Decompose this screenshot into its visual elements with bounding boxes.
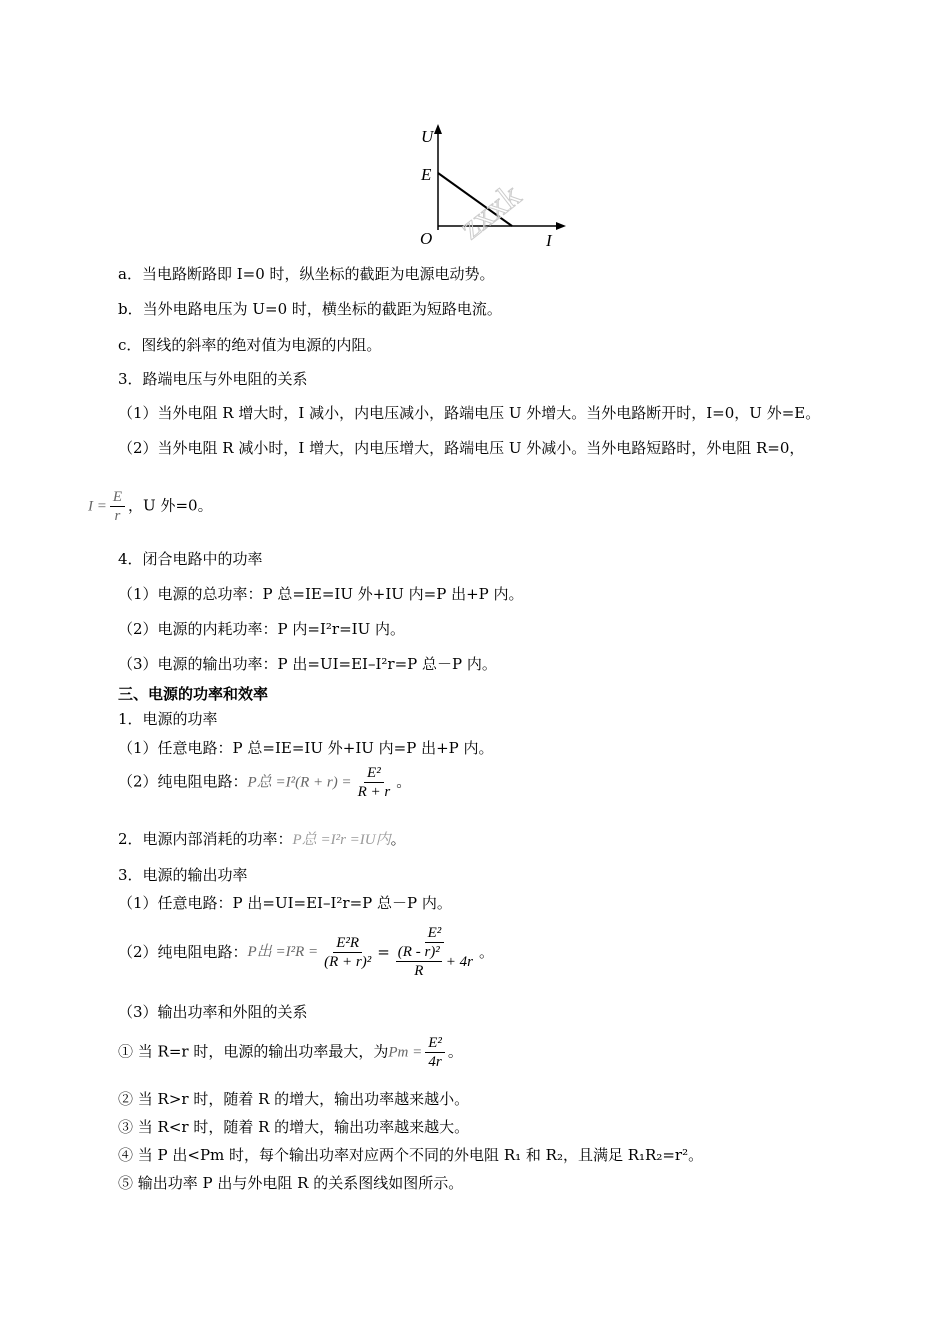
f3-den2 [393, 943, 476, 980]
power-3-2 [118, 924, 494, 980]
section-3-1: （1）当外电阻 R 增大时，I 减小，内电压减小，路端电压 U 外增大。当外电路断开时，I=0，U 外=E。 [118, 404, 821, 422]
line-a: a．当电路断路即 I=0 时，纵坐标的截距为电源电动势。 [118, 265, 495, 283]
f3-den2b: R [414, 963, 424, 979]
condition-4: ④ 当 P 出<Pm 时，每个输出功率对应两个不同的外电阻 R₁ 和 R₂，且满足 R₁R₂=r²。 [118, 1146, 704, 1164]
power-2-label: 2．电源内部消耗的功率： [118, 830, 293, 848]
f1-den: R + r [357, 784, 391, 800]
f3-period: 。 [479, 943, 495, 961]
origin-label: O [420, 229, 433, 248]
short-circuit-line [88, 488, 213, 525]
f1-fraction [355, 764, 394, 801]
x-axis-arrow [556, 222, 566, 230]
f3-den2c: + 4r [445, 953, 473, 970]
power-1-2-label: （2）纯电阻电路： [118, 772, 248, 791]
section-4-1: （1）电源的总功率：P 总=IE=IU 外+IU 内=P 出+P 内。 [118, 585, 524, 603]
short-i: I = [88, 498, 107, 515]
y-axis-label: U [421, 127, 434, 146]
f2-period: 。 [390, 830, 406, 848]
power-1-1: （1）任意电路：P 总=IE=IU 外+IU 内=P 出+P 内。 [118, 739, 494, 757]
f4-den: 4r [428, 1054, 442, 1070]
condition-2: ② 当 R>r 时，随着 R 的增大，输出功率越来越小。 [118, 1090, 470, 1108]
power-2 [118, 829, 406, 850]
f3-den1: (R + r)² [324, 953, 372, 970]
power-1-2 [118, 764, 411, 801]
power-3-1: （1）任意电路：P 出=UI=EI–I²r=P 总－P 内。 [118, 894, 452, 912]
f1-period: 。 [396, 772, 412, 791]
condition-5: ⑤ 输出功率 P 出与外电阻 R 的关系图线如图所示。 [118, 1174, 464, 1192]
f3-num1: E²R [333, 934, 362, 953]
condition-1-label: ① 当 R=r 时，电源的输出功率最大，为 [118, 1042, 389, 1061]
power-3: 3．电源的输出功率 [118, 866, 248, 884]
f3-eq: = [377, 943, 390, 961]
short-num: E [110, 488, 125, 507]
line-c: c．图线的斜率的绝对值为电源的内阻。 [118, 336, 382, 354]
short-fraction [110, 488, 125, 525]
section-4-2: （2）电源的内耗功率：P 内=I²r=IU 内。 [118, 620, 405, 638]
line-b: b．当外电路电压为 U=0 时，横坐标的截距为短路电流。 [118, 300, 502, 318]
section-4-3: （3）电源的输出功率：P 出=UI=EI–I²r=P 总－P 内。 [118, 655, 497, 673]
short-den: r [114, 508, 121, 524]
f4-fraction [425, 1034, 445, 1071]
heading-3: 三、电源的功率和效率 [118, 685, 269, 703]
watermark: zxxk [452, 176, 528, 247]
power-3-3: （3）输出功率和外阻的关系 [118, 1003, 308, 1021]
f1-num: E² [364, 764, 384, 783]
f4-period: 。 [447, 1042, 463, 1061]
short-suffix: ，U 外=0。 [128, 496, 213, 515]
u-i-graph [410, 120, 570, 250]
f4-num: E² [425, 1034, 445, 1053]
power-1: 1．电源的功率 [118, 710, 218, 728]
x-axis-label: I [546, 231, 552, 250]
f4-lhs: Pm = [388, 1044, 423, 1061]
f2: P总 =I²r =IU内 [292, 832, 391, 848]
power-3-2-label: （2）纯电阻电路： [118, 943, 248, 961]
f3-num2: E² [425, 924, 445, 943]
condition-1 [118, 1034, 463, 1071]
section-3: 3．路端电压与外电阻的关系 [118, 370, 308, 388]
f3-fraction-2 [393, 924, 476, 980]
section-3-2: （2）当外电阻 R 减小时，I 增大，内电压增大，路端电压 U 外减小。当外电路短路时，外电阻 R=0， [118, 439, 805, 457]
y-axis-arrow [434, 124, 442, 134]
intercept-label: E [421, 165, 432, 184]
f1-lhs: P总 =I²(R + r) = [247, 774, 352, 791]
condition-3: ③ 当 R<r 时，随着 R 的增大，输出功率越来越大。 [118, 1118, 470, 1136]
f3-den2a: (R - r)² [397, 944, 440, 960]
f3-fraction-1 [321, 934, 374, 971]
f3-lhs: P出 =I²R = [247, 944, 319, 960]
section-4: 4．闭合电路中的功率 [118, 550, 263, 568]
